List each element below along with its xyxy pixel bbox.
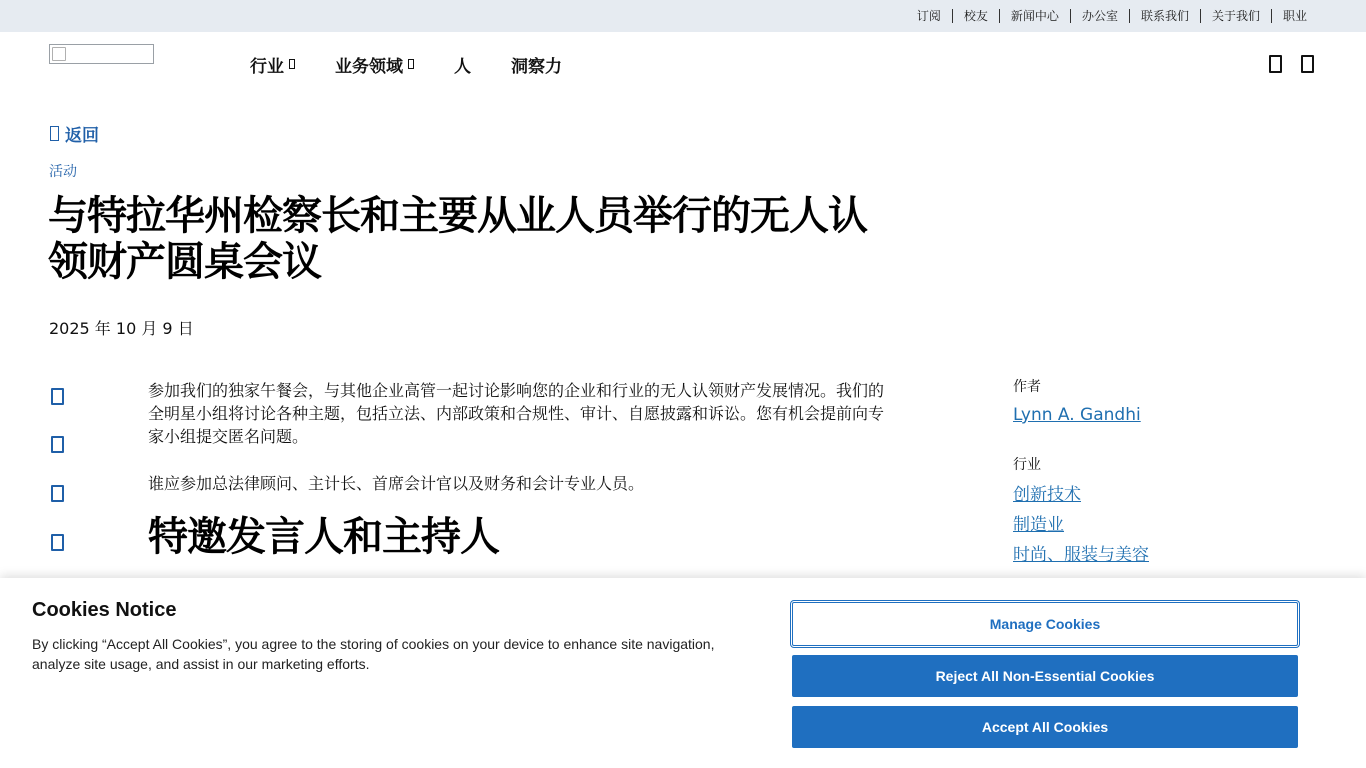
reject-cookies-button[interactable]: Reject All Non-Essential Cookies xyxy=(792,655,1298,697)
chevron-down-icon xyxy=(408,59,414,69)
utility-link-newsroom[interactable]: 新闻中心 xyxy=(999,9,1070,23)
nav-item-practices[interactable] xyxy=(335,52,414,77)
industry-link[interactable]: 创新技术 xyxy=(1013,485,1081,505)
nav-item-label: 行业 xyxy=(250,56,284,77)
nav-item-industries[interactable] xyxy=(250,52,295,77)
cookie-banner xyxy=(0,578,1366,768)
utility-link-alumni[interactable]: 校友 xyxy=(952,9,999,23)
article-sidebar xyxy=(1013,377,1313,566)
facebook-icon[interactable] xyxy=(51,485,64,502)
manage-cookies-button[interactable]: Manage Cookies xyxy=(792,602,1298,646)
utility-link-about[interactable]: 关于我们 xyxy=(1200,9,1271,23)
event-date: 2025 年 10 月 9 日 xyxy=(49,319,194,338)
section-heading: 特邀发言人和主持人 xyxy=(148,514,499,560)
industry-label: 行业 xyxy=(1013,457,1041,473)
cookie-text: By clicking “Accept All Cookies”, you agree to the storing of cookies on your device to enhance site navigation, analyze site usage, and assist in our marketing efforts. xyxy=(32,636,715,672)
chevron-left-icon xyxy=(50,126,59,141)
utility-link-subscribe[interactable]: 订阅 xyxy=(916,9,941,23)
linkedin-icon[interactable] xyxy=(51,388,64,405)
author-link[interactable]: Lynn A. Gandhi xyxy=(1013,405,1141,425)
cookie-title: Cookies Notice xyxy=(32,599,177,621)
author-label: 作者 xyxy=(1013,379,1041,395)
industry-link[interactable]: 制造业 xyxy=(1013,515,1064,535)
article-paragraph: 参加我们的独家午餐会，与其他企业高管一起讨论影响您的企业和行业的无人认领财产发展情况。我们的全明星小组将讨论各种主题，包括立法、内部政策和合规性、审计、自愿披露和诉讼。您有机会提前向专家小组提交匿名问题。 xyxy=(148,381,885,446)
back-label: 返回 xyxy=(65,126,99,146)
nav-item-label: 人 xyxy=(454,56,471,77)
nav-item-insights[interactable] xyxy=(511,52,562,77)
search-icon[interactable] xyxy=(1269,55,1282,73)
category-tag[interactable]: 活动 xyxy=(49,164,77,180)
chevron-down-icon xyxy=(289,59,295,69)
email-icon[interactable] xyxy=(51,534,64,551)
utility-link-offices[interactable]: 办公室 xyxy=(1070,9,1129,23)
page-title: 与特拉华州检察长和主要从业人员举行的无人认领财产圆桌会议 xyxy=(48,193,867,285)
utility-bar xyxy=(0,0,1366,32)
broken-image-icon xyxy=(52,47,66,61)
nav-item-label: 洞察力 xyxy=(511,56,562,77)
back-link[interactable] xyxy=(50,121,99,146)
nav-item-label: 业务领域 xyxy=(335,56,403,77)
menu-icon[interactable] xyxy=(1301,55,1314,73)
accept-cookies-button[interactable]: Accept All Cookies xyxy=(792,706,1298,748)
utility-link-careers[interactable]: 职业 xyxy=(1271,9,1318,23)
main-nav xyxy=(250,50,602,78)
industry-link[interactable]: 时尚、服装与美容 xyxy=(1013,545,1149,565)
nav-item-people[interactable] xyxy=(454,52,471,77)
utility-links xyxy=(906,0,1318,32)
site-logo[interactable] xyxy=(49,44,154,64)
twitter-icon[interactable] xyxy=(51,436,64,453)
article-body xyxy=(148,379,898,561)
utility-link-contact[interactable]: 联系我们 xyxy=(1129,9,1200,23)
article-paragraph: 谁应参加总法律顾问、主计长、首席会计官以及财务和会计专业人员。 xyxy=(148,474,645,493)
